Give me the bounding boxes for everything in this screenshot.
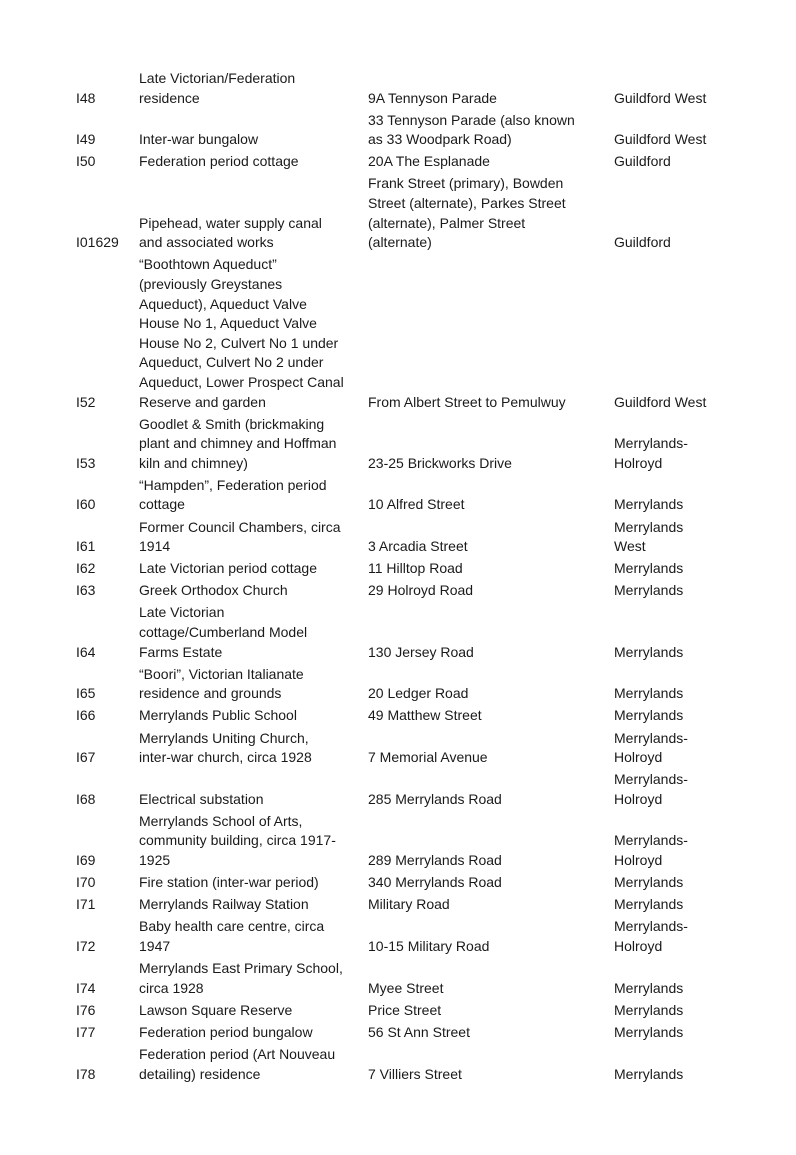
suburb-cell: Merrylands xyxy=(614,496,684,513)
suburb-cell: Merrylands xyxy=(614,1001,684,1018)
address-cell: 3 Arcadia Street xyxy=(368,538,468,555)
address-cell: From Albert Street to Pemulwuy xyxy=(368,393,566,410)
item-id-cell: I52 xyxy=(76,393,96,410)
address-cell: 33 Tennyson Parade (also known as 33 Woodpark Road) xyxy=(368,111,575,148)
item-description-cell: Late Victorian cottage/Cumberland Model Farms Estate xyxy=(139,604,308,660)
table-row xyxy=(76,108,776,150)
table-row xyxy=(76,768,776,810)
item-description-cell: “Hampden”, Federation period cottage xyxy=(139,476,327,513)
item-description-cell: Goodlet & Smith (brickmaking plant and chimney and Hoffman kiln and chimney) xyxy=(139,415,337,471)
suburb-cell: Merrylands- Holroyd xyxy=(614,729,688,766)
item-id-cell: I61 xyxy=(76,538,96,555)
item-id-cell: I67 xyxy=(76,749,96,766)
item-id-cell: I01629 xyxy=(76,234,119,251)
suburb-cell: Merrylands xyxy=(614,1023,684,1040)
address-cell: 20 Ledger Road xyxy=(368,685,469,702)
suburb-cell: Merrylands- Holroyd xyxy=(614,918,688,954)
address-cell: 285 Merrylands Road xyxy=(368,790,502,807)
address-cell: Price Street xyxy=(368,1001,442,1018)
item-description-cell: Merrylands East Primary School, circa 1928 xyxy=(139,960,343,996)
heritage-items-table xyxy=(76,69,776,1084)
item-description-cell: Federation period cottage xyxy=(139,153,299,170)
address-cell: 289 Merrylands Road xyxy=(368,852,502,869)
item-id-cell: I71 xyxy=(76,896,96,913)
suburb-cell: Merrylands xyxy=(614,582,684,599)
suburb-cell: Guildford West xyxy=(614,89,707,106)
address-cell: 11 Hilltop Road xyxy=(368,560,463,577)
item-id-cell: I62 xyxy=(76,560,96,577)
table-row xyxy=(76,412,776,473)
address-cell: 10 Alfred Street xyxy=(368,496,465,513)
address-cell: 7 Memorial Avenue xyxy=(368,749,488,766)
address-cell: Myee Street xyxy=(368,979,444,996)
table-row xyxy=(76,662,776,704)
item-id-cell: I70 xyxy=(76,874,96,891)
address-cell: 9A Tennyson Parade xyxy=(368,89,497,106)
item-id-cell: I60 xyxy=(76,496,96,513)
item-id-cell: I74 xyxy=(76,979,96,996)
item-id-cell: I65 xyxy=(76,685,96,702)
item-id-cell: I68 xyxy=(76,790,96,807)
table-row xyxy=(76,871,776,893)
table-row xyxy=(76,515,776,557)
table-row xyxy=(76,601,776,662)
address-cell: 20A The Esplanade xyxy=(368,153,490,170)
item-description-cell: “Boothtown Aqueduct” (previously Greystanes Aqueduct), Aqueduct Valve House No 1, Aqueduct Valve House No 2, Culvert No 1 under Aqueduct, Culvert No 2 under Aqueduct, Lower Prospect Canal Reserve and garden xyxy=(139,256,344,410)
address-cell: 29 Holroyd Road xyxy=(368,582,474,599)
item-description-cell: Merrylands Public School xyxy=(139,707,297,724)
suburb-cell: Merrylands xyxy=(614,560,684,577)
address-cell: 7 Villiers Street xyxy=(368,1065,462,1082)
table-row xyxy=(76,726,776,768)
item-description-cell: Lawson Square Reserve xyxy=(139,1001,293,1018)
item-id-cell: I77 xyxy=(76,1023,96,1040)
item-id-cell: I63 xyxy=(76,582,96,599)
item-description-cell: Former Council Chambers, circa 1914 xyxy=(139,518,341,555)
suburb-cell: Merrylands xyxy=(614,685,684,702)
address-cell: 23-25 Brickworks Drive xyxy=(368,454,512,471)
item-id-cell: I69 xyxy=(76,852,96,869)
suburb-cell: Merrylands West xyxy=(614,518,684,555)
table-row xyxy=(76,579,776,601)
item-id-cell: I66 xyxy=(76,707,96,724)
item-description-cell: Merrylands Railway Station xyxy=(139,896,309,913)
suburb-cell: Merrylands xyxy=(614,707,684,724)
item-id-cell: I53 xyxy=(76,454,96,471)
table-row xyxy=(76,253,776,412)
suburb-cell: Merrylands xyxy=(614,643,684,660)
item-description-cell: Pipehead, water supply canal and associated works xyxy=(139,214,322,251)
item-description-cell: Baby health care centre, circa 1947 xyxy=(139,918,325,954)
suburb-cell: Guildford xyxy=(614,153,671,170)
item-description-cell: Fire station (inter-war period) xyxy=(139,874,319,891)
table-row xyxy=(76,1042,776,1084)
item-description-cell: Electrical substation xyxy=(139,790,264,807)
table-row xyxy=(76,69,776,108)
suburb-cell: Merrylands- Holroyd xyxy=(614,435,688,471)
suburb-cell: Merrylands- Holroyd xyxy=(614,832,688,869)
item-id-cell: I64 xyxy=(76,643,96,660)
address-cell: 56 St Ann Street xyxy=(368,1023,470,1040)
address-cell: 130 Jersey Road xyxy=(368,643,474,660)
item-description-cell: Late Victorian period cottage xyxy=(139,560,317,577)
item-description-cell: “Boori”, Victorian Italianate residence and grounds xyxy=(139,665,304,702)
address-cell: Frank Street (primary), Bowden Street (alternate), Parkes Street (alternate), Palmer Street (alternate) xyxy=(368,175,566,251)
address-cell: 340 Merrylands Road xyxy=(368,874,502,891)
address-cell: Military Road xyxy=(368,896,450,913)
item-id-cell: I76 xyxy=(76,1001,96,1018)
table-row xyxy=(76,809,776,870)
suburb-cell: Merrylands xyxy=(614,896,684,913)
table-row xyxy=(76,1020,776,1042)
item-description-cell: Federation period bungalow xyxy=(139,1023,313,1040)
table-row xyxy=(76,150,776,172)
table-row xyxy=(76,473,776,515)
item-id-cell: I72 xyxy=(76,937,96,954)
item-description-cell: Merrylands School of Arts, community building, circa 1917- 1925 xyxy=(139,812,336,869)
table-row xyxy=(76,172,776,253)
suburb-cell: Merrylands xyxy=(614,874,684,891)
table-row xyxy=(76,893,776,915)
item-description-cell: Late Victorian/Federation residence xyxy=(139,70,296,106)
suburb-cell: Merrylands- Holroyd xyxy=(614,771,688,807)
table-row xyxy=(76,915,776,957)
item-id-cell: I78 xyxy=(76,1065,96,1082)
suburb-cell: Merrylands xyxy=(614,1065,684,1082)
item-description-cell: Inter-war bungalow xyxy=(139,131,259,148)
suburb-cell: Guildford xyxy=(614,234,671,251)
item-id-cell: I49 xyxy=(76,131,96,148)
suburb-cell: Merrylands xyxy=(614,979,684,996)
table-row xyxy=(76,557,776,579)
suburb-cell: Guildford West xyxy=(614,131,707,148)
item-description-cell: Greek Orthodox Church xyxy=(139,582,288,599)
address-cell: 10-15 Military Road xyxy=(368,937,490,954)
address-cell: 49 Matthew Street xyxy=(368,707,482,724)
table-row xyxy=(76,957,776,999)
suburb-cell: Guildford West xyxy=(614,393,707,410)
table-row xyxy=(76,998,776,1020)
item-id-cell: I50 xyxy=(76,153,96,170)
item-id-cell: I48 xyxy=(76,89,96,106)
item-description-cell: Merrylands Uniting Church, inter-war church, circa 1928 xyxy=(139,729,312,766)
table-row xyxy=(76,704,776,726)
item-description-cell: Federation period (Art Nouveau detailing) residence xyxy=(139,1045,336,1082)
